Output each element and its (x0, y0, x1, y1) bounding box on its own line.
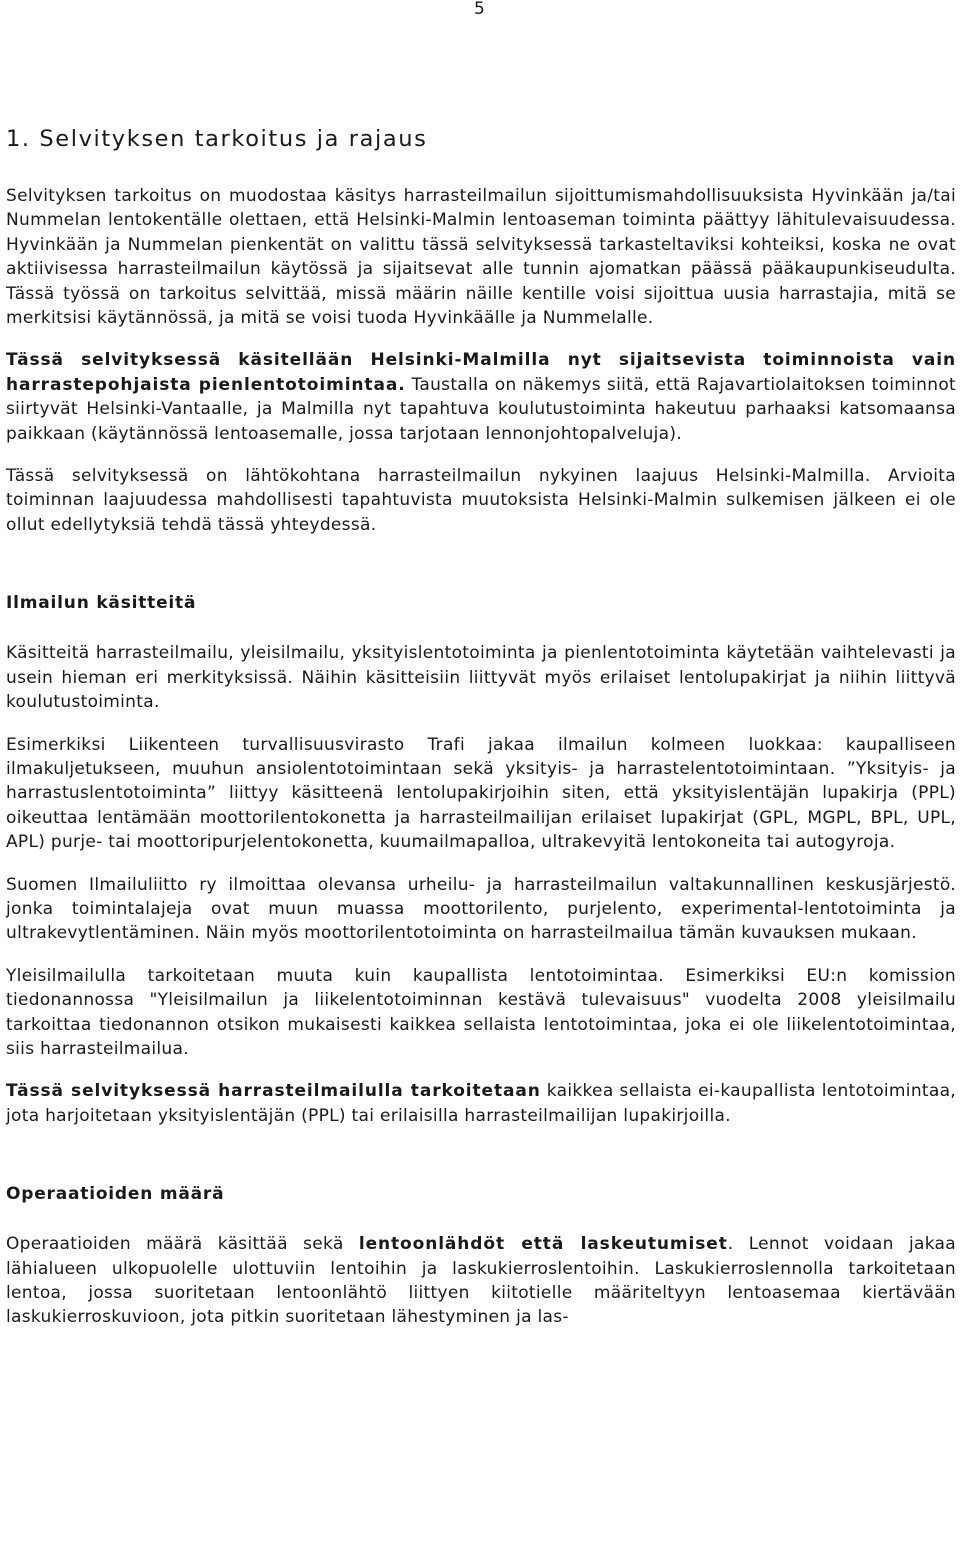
text-run: Käsitteitä harrasteilmailu, yleisilmailu, yksityislentotoiminta ja pienlentotoiminta käytetään vaihtelevasti ja usein hieman eri merkityksissä. Näihin käsitteisiin liittyvät myös erilaiset lentolupakirjat ja niihin liittyvä koulutustoiminta. (6, 643, 956, 713)
paragraph (6, 464, 956, 537)
text-run: Operaatioiden määrä käsittää sekä (6, 1234, 359, 1255)
paragraph (6, 184, 956, 330)
paragraph (6, 733, 956, 855)
text-run: Suomen Ilmailuliitto ry ilmoittaa olevansa urheilu- ja harrasteilmailun valtakunnallinen keskusjärjestö. jonka toimintalajeja ovat muun muassa moottorilento, purjelento, experimental-lentotoiminta ja ultrakevytlentäminen. Näin myös moottorilentotoiminta on harrasteilmailua tämän kuvauksen mukaan. (6, 874, 956, 944)
paragraph (6, 348, 956, 446)
text-run: Yleisilmailulla tarkoitetaan muuta kuin kaupallista lentotoimintaa. Esimerkiksi EU:n komission tiedonannossa "Yleisilmailun ja liikelentotoiminnan kestävä tulevaisuus" vuodelta 2008 yleisilmailu tarkoittaa tiedonannon otsikon mukaisesti kaikkea sellaista lentotoimintaa, joka ei ole liikelentotoimintaa, siis harrasteilmailua. (6, 965, 956, 1059)
paragraph (6, 1079, 956, 1128)
bold-text: Tässä selvityksessä käsitellään Helsinki-Malmilla nyt sijaitsevista toiminnoista vain harrastepohjaista pienlentotoimintaa. (6, 350, 956, 395)
text-run: . Lennot voidaan jakaa lähialueen ulkopuolelle ulottuviin lentoihin ja laskukierroslentoihin. Laskukierroslennolla tarkoitetaan lentoa, jossa suoritetaan lentoonlähtö liittyen kiitotielle määriteltyyn lentoasemaa kiertävään laskukierroskuvioon, jota pitkin suoritetaan lähestyminen ja las- (6, 1234, 956, 1328)
text-run: Tässä selvityksessä on lähtökohtana harrasteilmailun nykyinen laajuus Helsinki-Malmilla. Arvioita toiminnan laajuudessa mahdollisesti tapahtuvista muutoksista Helsinki-Malmin sulkemisen jälkeen ei ole ollut edellytyksiä tehdä tässä yhteydessä. (6, 466, 956, 535)
text-run: kaikkea sellaista ei-kaupallista lentotoimintaa, jota harjoitetaan yksityislentäjän (PPL) tai erilaisilla harrasteilmailijan lupakirjoilla. (6, 1081, 956, 1126)
paragraph (6, 873, 956, 946)
section-title-concepts: Ilmailun käsitteitä (6, 593, 197, 614)
page-number: 5 (474, 0, 485, 19)
document-body (6, 122, 956, 1348)
section-title-purpose: 1. Selvityksen tarkoitus ja rajaus (6, 126, 428, 152)
bold-text: Tässä selvityksessä harrasteilmailulla tarkoitetaan (6, 1081, 541, 1102)
text-run: Selvityksen tarkoitus on muodostaa käsitys harrasteilmailun sijoittumismahdollisuuksista Hyvinkään ja/tai Nummelan lentokentälle olettaen, että Helsinki-Malmin lentoaseman toiminta päättyy lähitulevaisuudessa. Hyvinkään ja Nummelan pienkentät on valittu tässä selvityksessä tarkasteltaviksi kohteiksi, koska ne ovat aktiivisessa harrasteilmailun käytössä ja sijaitsevat alle tunnin ajomatkan päässä pääkaupunkiseudulta. Tässä työssä on tarkoitus selvittää, missä määrin näille kentille voisi sijoittua uusia harrastajia, mitä se merkitsisi käytännössä, ja mitä se voisi tuoda Hyvinkäälle ja Nummelalle. (6, 186, 956, 329)
paragraph (6, 641, 956, 714)
section-title-operations: Operaatioiden määrä (6, 1184, 225, 1205)
paragraph (6, 1232, 956, 1330)
text-run: Taustalla on näkemys siitä, että Rajavartiolaitoksen toiminnot siirtyvät Helsinki-Vantaalle, ja Malmilla nyt tapahtuva koulutustoiminta hakeutuu parhaaksi katsomaansa paikkaan (käytännössä lentoasemalle, jossa tarjotaan lennonjohtopalveluja). (6, 374, 956, 444)
bold-text: lentoonlähdöt että laskeutumiset (358, 1234, 728, 1255)
paragraph (6, 964, 956, 1062)
text-run: Esimerkiksi Liikenteen turvallisuusvirasto Trafi jakaa ilmailun kolmeen luokkaa: kaupalliseen ilmakuljetukseen, muuhun ansiolentotoimintaan sekä yksityis- ja harrastelentotoimintaan. ”Yksityis- ja harrastuslentotoiminta” liittyy käsitteenä lentolupakirjoihin siten, että yksityislentäjän lupakirja (PPL) oikeuttaa lentämään moottorilentokonetta ja harrasteilmailijan erilaiset lupakirjat (GPL, MGPL, BPL, UPL, APL) purje- tai moottoripurjelentokonetta, kuumailmapalloa, ultrakevyitä lentokoneita tai autogyroja. (6, 734, 956, 853)
